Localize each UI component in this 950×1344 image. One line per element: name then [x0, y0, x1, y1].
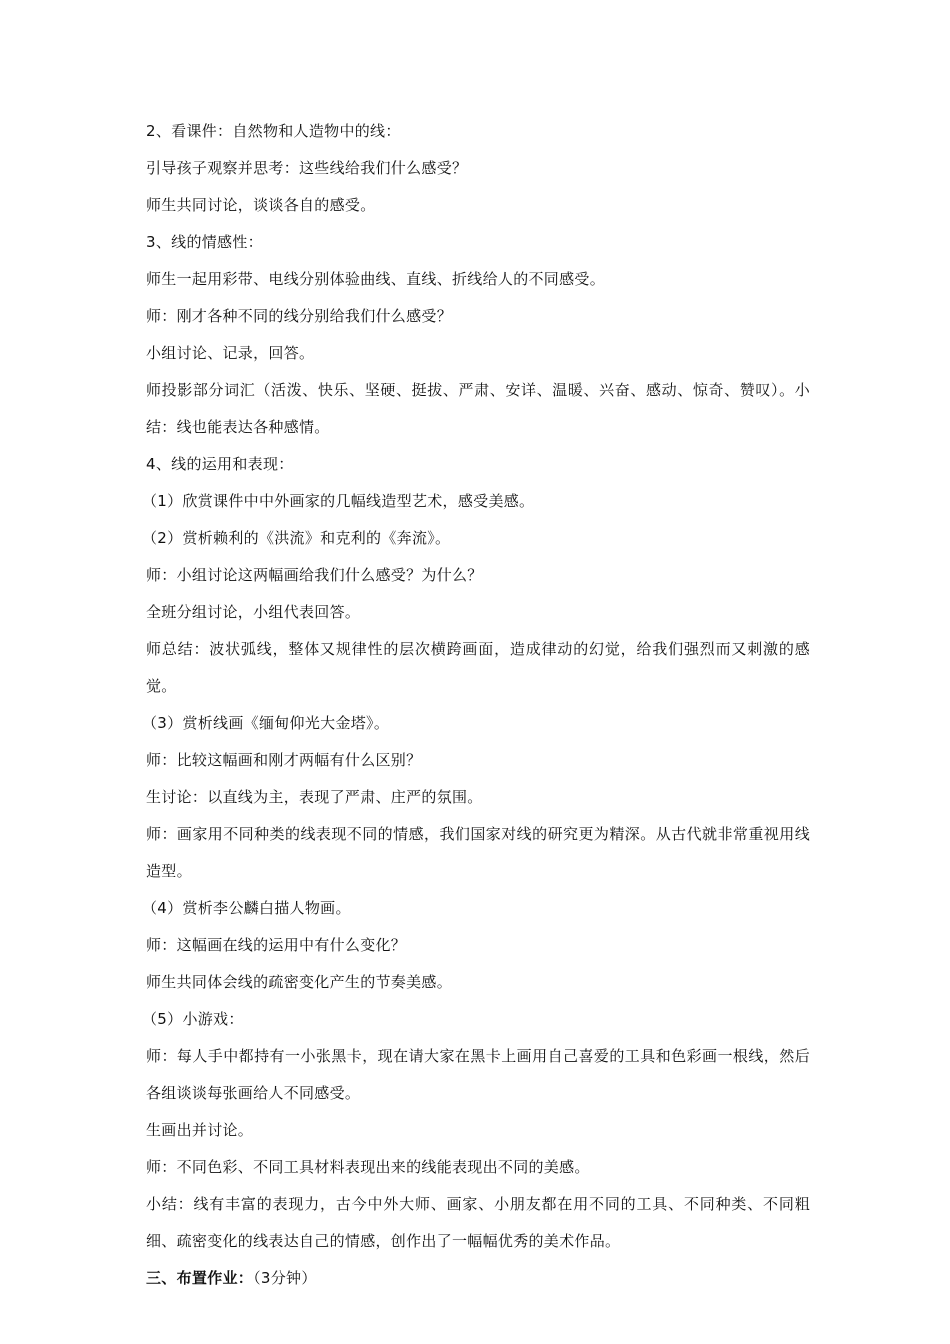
paragraph-substep-4: （4）赏析李公麟白描人物画。	[142, 899, 351, 917]
paragraph: 生画出并讨论。	[146, 1121, 254, 1139]
paragraph: 师生一起用彩带、电线分别体验曲线、直线、折线给人的不同感受。	[146, 270, 606, 288]
paragraph-substep-1: （1）欣赏课件中中外画家的几幅线造型艺术，感受美感。	[142, 492, 535, 510]
paragraph: 师：画家用不同种类的线表现不同的情感，我们国家对线的研究更为精深。从古代就非常重视用线造型。	[146, 825, 810, 880]
section-heading: 三、布置作业：	[146, 1269, 254, 1287]
paragraph: 师生共同讨论，谈谈各自的感受。	[146, 196, 376, 214]
paragraph: 师生共同体会线的疏密变化产生的节奏美感。	[146, 973, 453, 991]
paragraph: 师：每人手中都持有一小张黑卡，现在请大家在黑卡上画用自己喜爱的工具和色彩画一根线，然后各组谈谈每张画给人不同感受。	[146, 1047, 810, 1102]
paragraph: 师总结：波状弧线，整体又规律性的层次横跨画面，造成律动的幻觉，给我们强烈而又刺激的感觉。	[146, 640, 810, 695]
paragraph: 生讨论：以直线为主，表现了严肃、庄严的氛围。	[146, 788, 483, 806]
paragraph: 引导孩子观察并思考：这些线给我们什么感受？	[146, 159, 468, 177]
paragraph: 师：小组讨论这两幅画给我们什么感受？为什么？	[146, 566, 483, 584]
paragraph: 全班分组讨论，小组代表回答。	[146, 603, 361, 621]
paragraph: 小组讨论、记录，回答。	[146, 344, 315, 362]
paragraph-summary: 小结：线有丰富的表现力，古今中外大师、画家、小朋友都在用不同的工具、不同种类、不同粗细、疏密变化的线表达自己的情感，创作出了一幅幅优秀的美术作品。	[146, 1195, 810, 1250]
paragraph: 师：比较这幅画和刚才两幅有什么区别？	[146, 751, 422, 769]
paragraph-substep-2: （2）赏析赖利的《洪流》和克利的《奔流》。	[142, 529, 451, 547]
paragraph: 师投影部分词汇（活泼、快乐、坚硬、挺拔、严肃、安详、温暖、兴奋、感动、惊奇、赞叹）。小结：线也能表达各种感情。	[146, 381, 810, 436]
paragraph-substep-3: （3）赏析线画《缅甸仰光大金塔》。	[142, 714, 390, 732]
paragraph: 师：这幅画在线的运用中有什么变化？	[146, 936, 407, 954]
paragraph: 师：刚才各种不同的线分别给我们什么感受？	[146, 307, 453, 325]
paragraph-step-2: 2、看课件：自然物和人造物中的线：	[146, 122, 401, 140]
document-body	[142, 113, 810, 1297]
paragraph-step-3: 3、线的情感性：	[146, 233, 263, 251]
section-time: （3分钟）	[253, 1269, 317, 1287]
paragraph-substep-5: （5）小游戏：	[142, 1010, 244, 1028]
paragraph-step-4: 4、线的运用和表现：	[146, 455, 294, 473]
section-heading-line	[146, 1260, 810, 1297]
paragraph: 师：不同色彩、不同工具材料表现出来的线能表现出不同的美感。	[146, 1158, 590, 1176]
